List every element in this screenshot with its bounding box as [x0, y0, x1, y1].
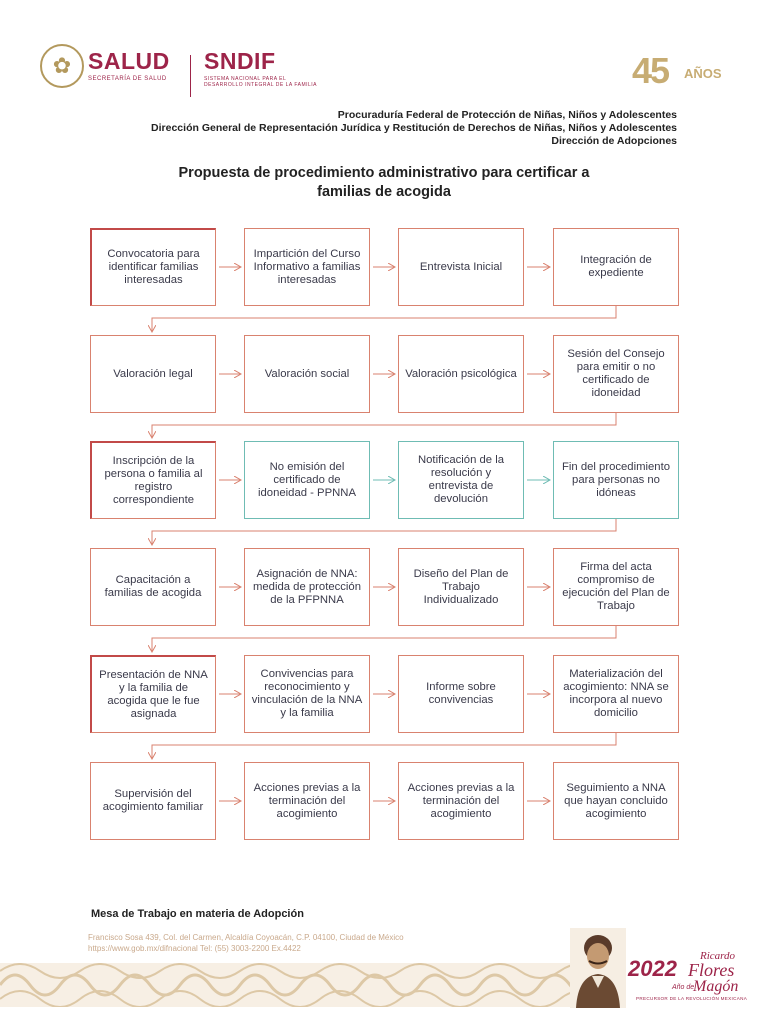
- flow-step-r3-c4: Fin del procedimiento para personas no idóneas: [553, 441, 679, 519]
- flow-step-r6-c1: Supervisión del acogimiento familiar: [90, 762, 216, 840]
- header-line-1: Procuraduría Federal de Protección de Niñas, Niños y Adolescentes: [337, 109, 677, 121]
- flow-step-r4-c3: Diseño del Plan de Trabajo Individualizado: [398, 548, 524, 626]
- anniversary-word: AÑOS: [684, 66, 722, 81]
- header-line-2: Dirección General de Representación Jurídica y Restitución de Derechos de Niñas, Niños y Adolescentes: [151, 122, 677, 134]
- address-line: Francisco Sosa 439, Col. del Carmen, Alcaldía Coyoacán, C.P. 04100, Ciudad de México: [88, 933, 404, 942]
- flow-step-r5-c1: Presentación de NNA y la familia de acogida que le fue asignada: [90, 655, 216, 733]
- wrap-arrow-1: [152, 306, 616, 332]
- rfm-ricardo: Ricardo: [700, 950, 736, 962]
- title-line-1: Propuesta de procedimiento administrativo para certificar a: [178, 165, 590, 181]
- salud-subtitle: SECRETARÍA DE SALUD: [88, 76, 167, 82]
- rfm-ano-de: Año de: [672, 984, 695, 991]
- wrap-arrow-2: [152, 413, 616, 438]
- wrap-arrow-3: [152, 519, 616, 545]
- footer-address: [88, 932, 404, 954]
- flow-step-r6-c3: Acciones previas a la terminación del acogimiento: [398, 762, 524, 840]
- flow-step-r2-c3: Valoración psicológica: [398, 335, 524, 413]
- rfm-flores: Flores: [688, 960, 735, 980]
- anniversary-number: 45: [632, 50, 669, 91]
- decorative-pattern-band: [0, 963, 620, 1007]
- flow-step-r2-c1: Valoración legal: [90, 335, 216, 413]
- flow-step-r4-c2: Asignación de NNA: medida de protección de la PFPNNA: [244, 548, 370, 626]
- wrap-arrow-5: [152, 733, 616, 759]
- flow-step-r5-c4: Materialización del acogimiento: NNA se incorpora al nuevo domicilio: [553, 655, 679, 733]
- flow-step-r1-c1: Convocatoria para identificar familias interesadas: [90, 228, 216, 306]
- flow-step-r3-c2: No emisión del certificado de idoneidad - PPNNA: [244, 441, 370, 519]
- flow-step-r6-c2: Acciones previas a la terminación del acogimiento: [244, 762, 370, 840]
- flow-step-r5-c2: Convivencias para reconocimiento y vinculación de la NNA y la familia: [244, 655, 370, 733]
- title-line-2: familias de acogida: [317, 184, 451, 200]
- portrait-illustration: [570, 928, 626, 1008]
- web-phone-line[interactable]: https://www.gob.mx/difnacional Tel: (55) 3003-2200 Ex.4422: [88, 944, 301, 953]
- flow-step-r3-c3: Notificación de la resolución y entrevista de devolución: [398, 441, 524, 519]
- footer-title: Mesa de Trabajo en materia de Adopción: [91, 908, 304, 920]
- sndif-logo: SNDIF: [204, 48, 276, 74]
- year-2022: 2022: [628, 956, 677, 981]
- flow-step-r3-c1: Inscripción de la persona o familia al registro correspondiente: [90, 441, 216, 519]
- rfm-magon: Magón: [693, 978, 739, 995]
- mexico-seal-icon: ✿: [40, 44, 84, 88]
- header-line-3: Dirección de Adopciones: [551, 135, 677, 147]
- flow-step-r4-c4: Firma del acta compromiso de ejecución del Plan de Trabajo: [553, 548, 679, 626]
- flow-step-r6-c4: Seguimiento a NNA que hayan concluido acogimiento: [553, 762, 679, 840]
- wrap-arrow-4: [152, 626, 616, 652]
- flow-step-r2-c4: Sesión del Consejo para emitir o no certificado de idoneidad: [553, 335, 679, 413]
- salud-logo: SALUD: [88, 48, 170, 74]
- flow-step-r4-c1: Capacitación a familias de acogida: [90, 548, 216, 626]
- flow-step-r1-c3: Entrevista Inicial: [398, 228, 524, 306]
- flow-step-r1-c2: Impartición del Curso Informativo a familias interesadas: [244, 228, 370, 306]
- rfm-subtitle: PRECURSOR DE LA REVOLUCIÓN MEXICANA: [636, 996, 748, 1001]
- sndif-subtitle: SISTEMA NACIONAL PARA EL DESARROLLO INTEGRAL DE LA FAMILIA: [204, 76, 318, 88]
- flow-step-r5-c3: Informe sobre convivencias: [398, 655, 524, 733]
- flow-step-r2-c2: Valoración social: [244, 335, 370, 413]
- flow-step-r1-c4: Integración de expediente: [553, 228, 679, 306]
